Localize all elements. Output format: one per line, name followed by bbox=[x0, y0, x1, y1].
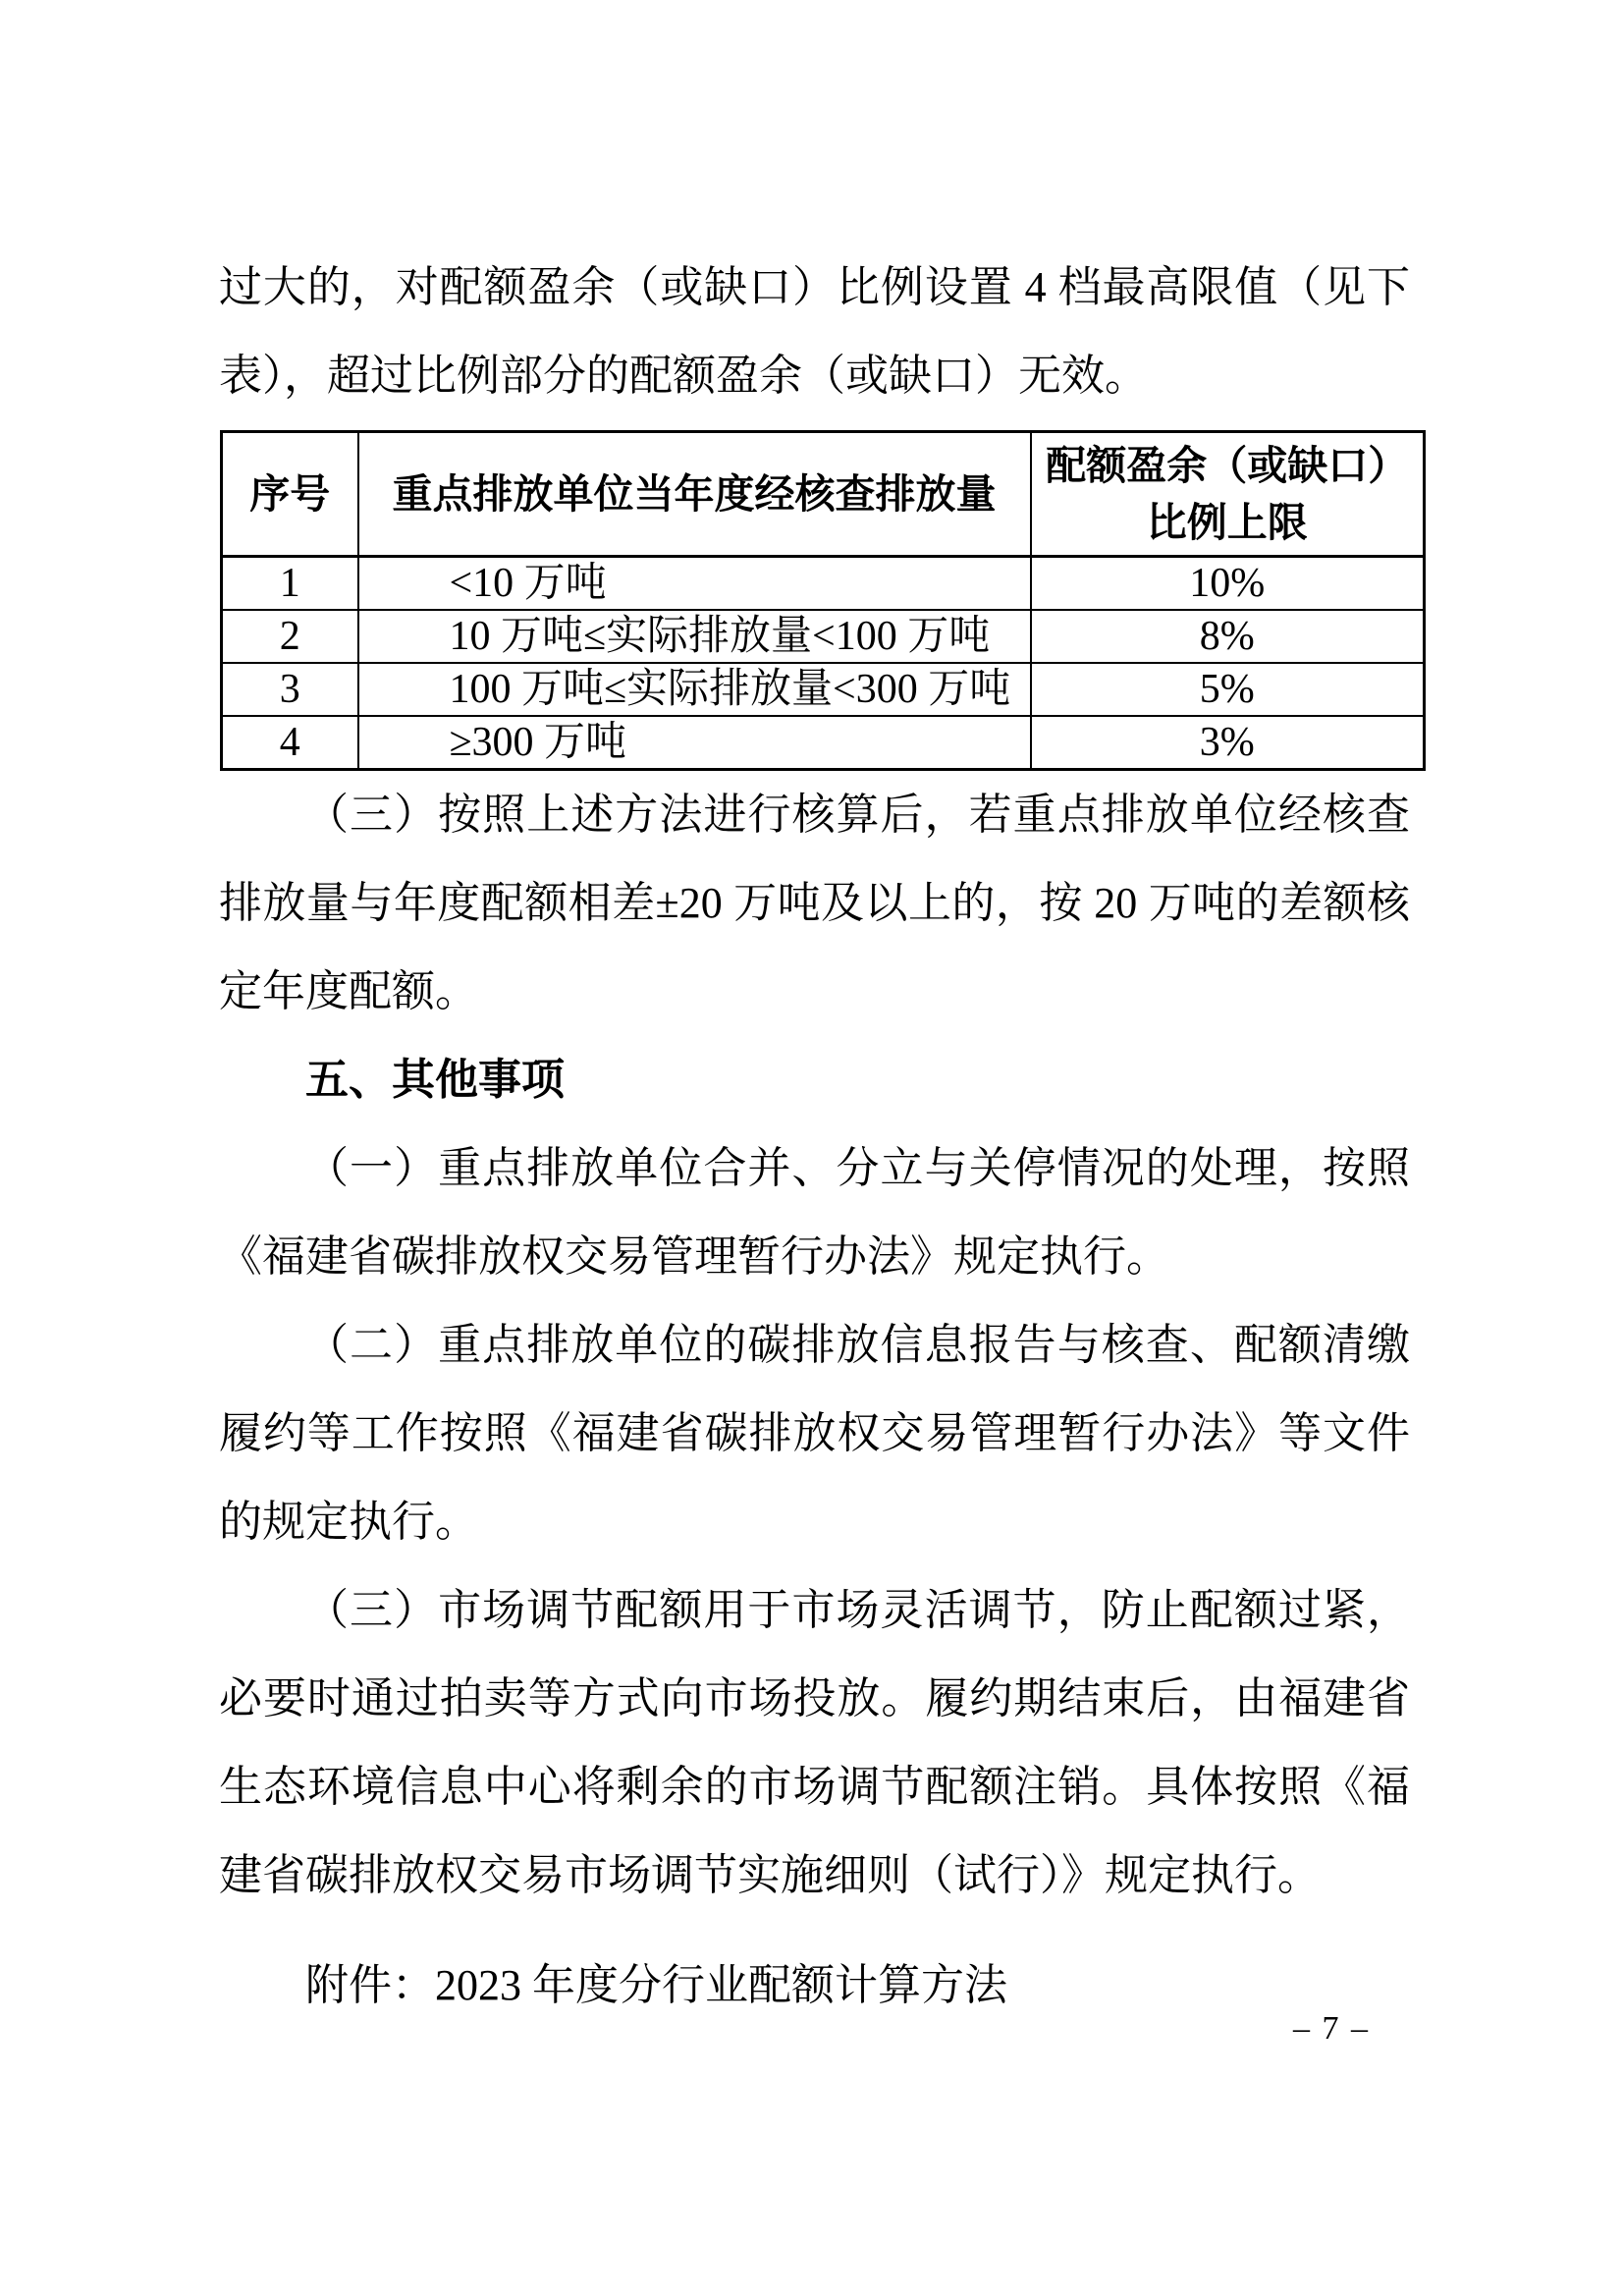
table-header-row bbox=[222, 432, 1425, 557]
header-cell-cap bbox=[1031, 432, 1425, 557]
text-line: （三）按照上述方法进行核算后，若重点排放单位经核查 bbox=[305, 791, 1410, 839]
paragraph-item-two bbox=[219, 1301, 1410, 1566]
text-line: 表），超过比例部分的配额盈余（或缺口）无效。 bbox=[219, 352, 1148, 400]
page-number: – 7 – bbox=[1293, 2010, 1370, 2047]
text-line: 排放量与年度配额相差±20 万吨及以上的，按 20 万吨的差额核 bbox=[219, 879, 1410, 927]
text-line: （一）重点排放单位合并、分立与关停情况的处理，按照 bbox=[305, 1144, 1410, 1192]
section-heading-other-matters: 五、其他事项 bbox=[305, 1056, 565, 1104]
cell-cap: 8% bbox=[1031, 610, 1425, 663]
text-line: 定年度配额。 bbox=[219, 967, 478, 1015]
cell-range: ≥300 万吨 bbox=[358, 716, 1031, 770]
paragraph-item-three bbox=[219, 1566, 1410, 1920]
table-row bbox=[222, 716, 1425, 770]
text-line: 过大的，对配额盈余（或缺口）比例设置 4 档最高限值（见下 bbox=[219, 263, 1410, 311]
text-line: （二）重点排放单位的碳排放信息报告与核查、配额清缴 bbox=[305, 1321, 1410, 1369]
table-row bbox=[222, 663, 1425, 716]
quota-cap-table bbox=[220, 430, 1426, 771]
text-line: 建省碳排放权交易市场调节实施细则（试行）》规定执行。 bbox=[219, 1851, 1321, 1899]
text-line: 必要时通过拍卖等方式向市场投放。履约期结束后，由福建省 bbox=[219, 1674, 1410, 1722]
header-cell-index: 序号 bbox=[222, 432, 358, 557]
cell-index: 3 bbox=[222, 663, 358, 716]
cell-cap: 3% bbox=[1031, 716, 1425, 770]
cell-range: 100 万吨≤实际排放量<300 万吨 bbox=[358, 663, 1031, 716]
header-cell-emission: 重点排放单位当年度经核查排放量 bbox=[358, 432, 1031, 557]
text-line: 《福建省碳排放权交易管理暂行办法》规定执行。 bbox=[219, 1232, 1169, 1281]
document-body bbox=[219, 244, 1410, 2030]
table-row bbox=[222, 610, 1425, 663]
header-cap-line1: 配额盈余（或缺口） bbox=[1046, 443, 1409, 488]
cell-cap: 5% bbox=[1031, 663, 1425, 716]
paragraph-item-one bbox=[219, 1124, 1410, 1301]
attachment-line: 附件：2023 年度分行业配额计算方法 bbox=[305, 1961, 1007, 2009]
text-line: （三）市场调节配额用于市场灵活调节，防止配额过紧， bbox=[305, 1586, 1410, 1634]
text-line: 的规定执行。 bbox=[219, 1498, 478, 1546]
cell-index: 1 bbox=[222, 557, 358, 611]
cell-range: 10 万吨≤实际排放量<100 万吨 bbox=[358, 610, 1031, 663]
paragraph-intro bbox=[219, 244, 1410, 420]
table-row bbox=[222, 557, 1425, 611]
cell-index: 2 bbox=[222, 610, 358, 663]
header-cap-line2: 比例上限 bbox=[1146, 500, 1308, 545]
text-line: 生态环境信息中心将剩余的市场调节配额注销。具体按照《福 bbox=[219, 1763, 1410, 1811]
cell-index: 4 bbox=[222, 716, 358, 770]
text-line: 履约等工作按照《福建省碳排放权交易管理暂行办法》等文件 bbox=[219, 1409, 1410, 1457]
cell-range: <10 万吨 bbox=[358, 557, 1031, 611]
cell-cap: 10% bbox=[1031, 557, 1425, 611]
paragraph-accounting bbox=[219, 771, 1410, 1036]
